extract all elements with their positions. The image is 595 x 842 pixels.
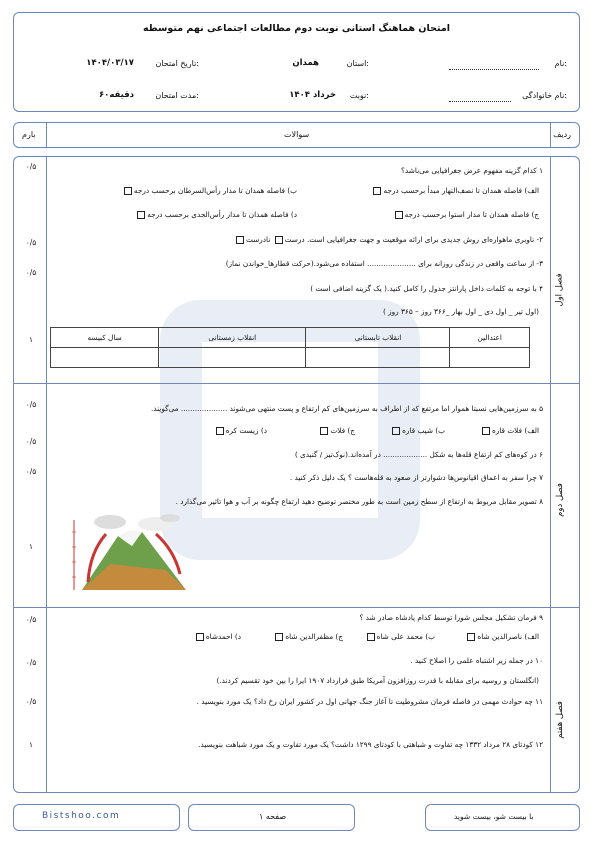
q8-text: ۸ تصویر مقابل مربوط به ارتفاع از سطح زمین است به طور مختصر توضیح دهید ارتفاع چگونه بر آب و هوا تاثیر می‌گذارد . — [175, 497, 543, 506]
q9-text: ۹ فرمان تشکیل مجلس شورا توسط کدام پادشاه صادر شد ؟ — [359, 613, 543, 622]
checkbox[interactable] — [216, 427, 224, 435]
score-q6: ۰/۵ — [25, 437, 37, 446]
table-cell[interactable] — [306, 348, 450, 368]
score-q8: ۱ — [28, 542, 34, 551]
footer-slogan-box — [425, 804, 580, 831]
q5-option-c[interactable]: ج) فلات — [318, 426, 355, 435]
score-q10: ۰/۵ — [25, 658, 37, 667]
table-header: اعتدالین — [450, 328, 530, 348]
duration-label: مدت امتحان: — [155, 91, 199, 100]
q6-text: ۶ در کوه‌های کم ارتفاع قله‌ها به شکل ................... در آمده‌اند.(نوک‌تیز / گنبدی ) — [294, 450, 543, 459]
q9-option-d[interactable]: د) احمدشاه — [194, 632, 241, 641]
family-label: نام خانوادگی: — [522, 91, 567, 100]
header-box — [13, 12, 580, 112]
table-header: انقلاب زمستانی — [159, 328, 306, 348]
date-label: تاریخ امتحان: — [155, 59, 199, 68]
checkbox[interactable] — [395, 211, 403, 219]
score-q1: ۰/۵ — [25, 162, 37, 171]
q11-text: ۱۱ چه حوادث مهمی در فاصله فرمان مشروطیت تا آغاز جنگ جهانی اول در کشور ایران رخ داد؟ یک مورد بنویسید . — [196, 697, 543, 706]
date-value: ۱۴۰۴/۰۳/۱۷ — [86, 58, 134, 68]
exam-title: امتحان هماهنگ استانی نوبت دوم مطالعات اجتماعی نهم متوسطه — [143, 23, 450, 34]
table-cell[interactable] — [159, 348, 306, 368]
q10-quote: (انگلستان و روسیه برای مقابله با قدرت روزافزون آمریکا طبق قرارداد ۱۹۰۷ ایرا را بین خود تقسیم کردند.) — [216, 676, 539, 685]
score-q12: ۱ — [28, 740, 34, 749]
q4-text: ۴ با توجه به کلمات داخل پارانتز جدول را کامل کنید.( یک گزینه اضافی است ) — [310, 284, 543, 293]
q1-option-d[interactable]: د) فاصله همدان تا مدار رأس‌الجدی برحسب درجه — [135, 210, 297, 219]
q7-text: ۷ چرا سفر به اعماق اقیانوس‌ها دشوارتر از صعود به قله‌هاست ؟ یک دلیل ذکر کنید . — [289, 473, 543, 482]
name-field[interactable] — [449, 69, 539, 70]
q9-option-b[interactable]: ب) محمد علی شاه — [365, 632, 435, 641]
checkbox[interactable] — [275, 633, 283, 641]
family-field[interactable] — [449, 101, 511, 102]
q2-row: ۲- ناوبری ماهواره‌ای روش جدیدی برای ارائه موقعیت و جهت جغرافیایی است. درست نادرست — [234, 235, 543, 244]
score-q9: ۰/۵ — [25, 615, 37, 624]
table-header: سال کبیسه — [51, 328, 159, 348]
q1-text: ۱ کدام گزینه مفهوم عرض جغرافیایی می‌باشد؟ — [401, 166, 543, 175]
q5-option-a[interactable]: الف) فلات قاره — [480, 426, 539, 435]
altitude-climate-image — [70, 512, 194, 592]
q12-text: ۱۲ کودتای ۲۸ مرداد ۱۳۳۲ چه تفاوت و شباهتی با کودتای ۱۲۹۹ داشت؟ یک مورد تفاوت و یک مورد شباهت بنویسید. — [198, 740, 543, 749]
checkbox[interactable] — [137, 211, 145, 219]
col-score: بارم — [22, 130, 36, 139]
checkbox[interactable] — [373, 187, 381, 195]
q1-option-a[interactable]: الف) فاصله همدان تا نصف‌النهار مبدأ برحسب درجه — [371, 186, 539, 195]
q5-option-d[interactable]: د) زیست کره — [214, 426, 267, 435]
duration-value: ۶۰دقیقه — [98, 90, 134, 100]
checkbox[interactable] — [196, 633, 204, 641]
score-q4: ۱ — [28, 335, 34, 344]
true-checkbox[interactable] — [275, 236, 283, 244]
checkbox[interactable] — [320, 427, 328, 435]
col-questions: سوالات — [284, 130, 310, 139]
q5-text: ۵ به سرزمین‌هایی نسبتا هموار اما مرتفع که از اطراف به سرزمین‌های کم ارتفاع و پست منتهی می‌شوند .................... می‌گویند. — [150, 404, 543, 413]
table-cell[interactable] — [450, 348, 530, 368]
q1-option-b[interactable]: ب) فاصله همدان تا مدار رأس‌السرطان برحسب درجه — [122, 186, 297, 195]
q1-option-c[interactable]: ج) فاصله همدان تا مدار استوا برحسب درجه — [393, 210, 539, 219]
province-value: همدان — [292, 58, 319, 68]
site-name[interactable]: Bistshoo.com — [42, 811, 121, 821]
table-cell[interactable] — [51, 348, 159, 368]
checkbox[interactable] — [467, 633, 475, 641]
col-row: ردیف — [553, 130, 571, 139]
score-q3: ۰/۵ — [25, 268, 37, 277]
false-checkbox[interactable] — [236, 236, 244, 244]
footer-site-box — [13, 804, 180, 831]
checkbox[interactable] — [392, 427, 400, 435]
score-q7: ۰/۵ — [25, 467, 37, 476]
checkbox[interactable] — [482, 427, 490, 435]
score-q11: ۰/۵ — [25, 697, 37, 706]
score-q2: ۰/۵ — [25, 238, 37, 247]
score-q5: ۰/۵ — [25, 400, 37, 409]
q4-table — [50, 327, 530, 368]
section-label-1: فصل اول — [554, 273, 565, 307]
q5-option-b[interactable]: ب) شیب قاره — [390, 426, 445, 435]
section-label-3: فصل هفتم — [554, 701, 565, 739]
table-header: انقلاب تابستانی — [306, 328, 450, 348]
q4-options: (اول تیر _ اول دی _ اول بهار _۳۶۶ روز – ۳۶۵ روز ) — [382, 307, 539, 316]
column-header — [13, 122, 580, 148]
q9-option-c[interactable]: ج) مظفرالدین شاه — [273, 632, 343, 641]
q10-text: ۱۰ در جمله زیر اشتباه علمی را اصلاح کنید . — [410, 656, 543, 665]
section-label-2: فصل دوم — [554, 483, 565, 517]
q3-text: ۳- از ساعت واقعی در زندگی روزانه برای ..................... استفاده می‌شود.(حرکت قطارها_خواندن نماز) — [225, 259, 543, 268]
province-label: استان: — [346, 59, 369, 68]
q9-option-a[interactable]: الف) ناصرالدین شاه — [465, 632, 539, 641]
checkbox[interactable] — [367, 633, 375, 641]
term-value: خرداد ۱۴۰۴ — [289, 90, 336, 100]
footer-page-box — [188, 804, 355, 831]
checkbox[interactable] — [124, 187, 132, 195]
slogan: با بیست شو، بیست شوید — [454, 812, 534, 821]
term-label: نوبت: — [349, 91, 369, 100]
page-number: صفحه ۱ — [259, 812, 287, 821]
name-label: نام: — [554, 59, 567, 68]
